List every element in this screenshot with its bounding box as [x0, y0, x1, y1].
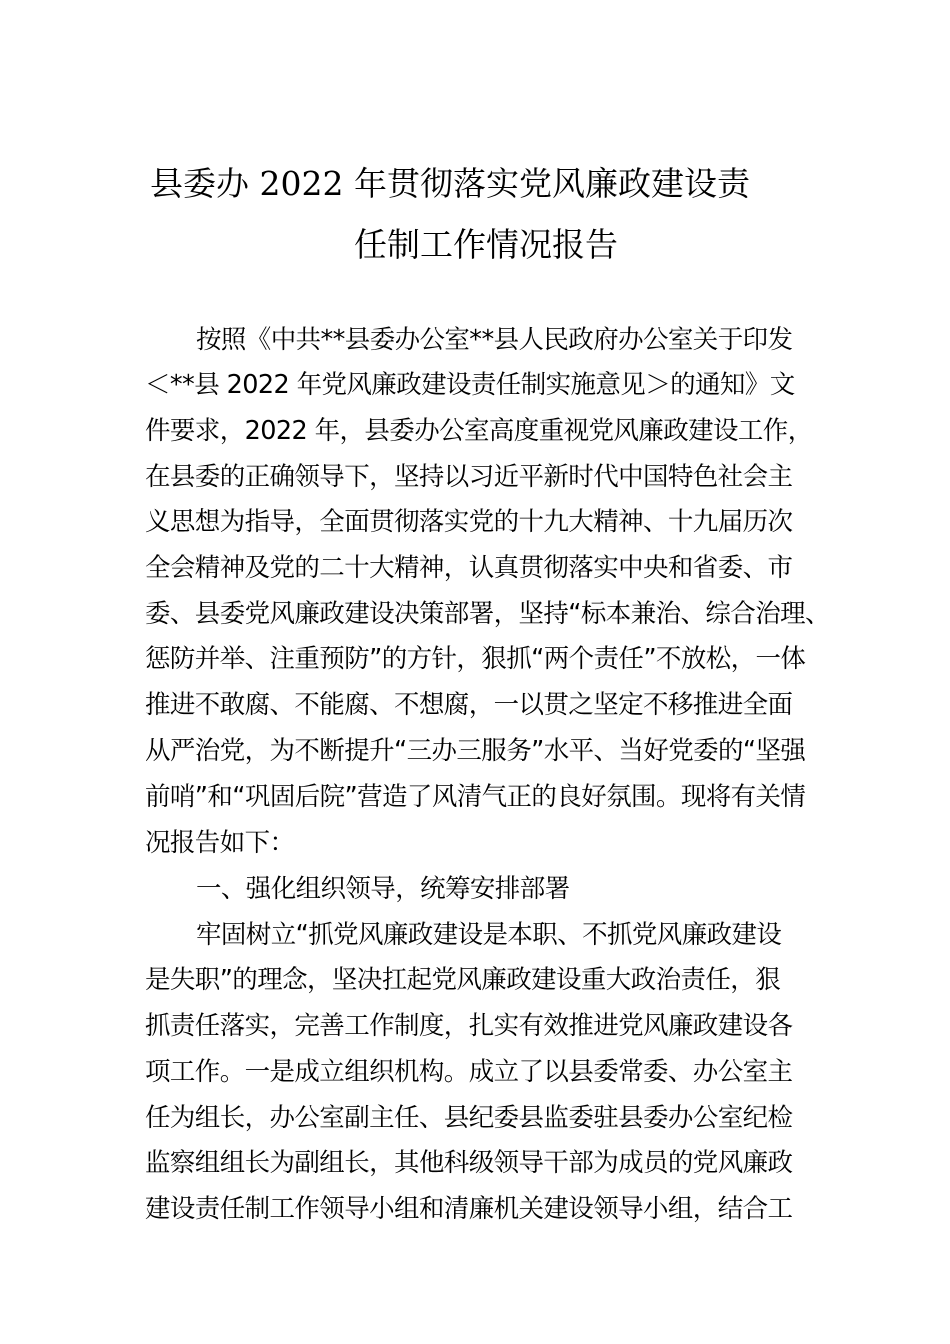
body-line: ＜**县 2022 年党风廉政建设责任制实施意见＞的通知》文: [145, 370, 795, 400]
body-line: 全会精神及党的二十大精神，认真贯彻落实中央和省委、市: [145, 553, 793, 583]
body-line: 监察组组长为副组长，其他科级领导干部为成员的党风廉政: [145, 1148, 793, 1178]
body-line: 建设责任制工作领导小组和清廉机关建设领导小组，结合工: [145, 1194, 793, 1224]
document-title-line-1: 县委办 2022 年贯彻落实党风廉政建设责: [150, 164, 750, 203]
body-line: 任为组长，办公室副主任、县纪委县监委驻县委办公室纪检: [145, 1103, 793, 1133]
body-line: 抓责任落实，完善工作制度，扎实有效推进党风廉政建设各: [145, 1011, 793, 1041]
body-line: 件要求，2022 年，县委办公室高度重视党风廉政建设工作，: [145, 416, 813, 446]
body-line: 项工作。一是成立组织机构。成立了以县委常委、办公室主: [145, 1057, 793, 1087]
body-line: 在县委的正确领导下，坚持以习近平新时代中国特色社会主: [145, 462, 793, 492]
body-line: 按照《中共**县委办公室**县人民政府办公室关于印发: [196, 325, 793, 355]
document-title-line-2: 任制工作情况报告: [354, 225, 618, 264]
body-line: 况报告如下：: [145, 828, 295, 858]
body-line: 推进不敢腐、不能腐、不想腐，一以贯之坚定不移推进全面: [145, 690, 793, 720]
body-line: 从严治党，为不断提升“三办三服务”水平、当好党委的“坚强: [145, 736, 806, 766]
body-line: 义思想为指导，全面贯彻落实党的十九大精神、十九届历次: [145, 507, 793, 537]
section-heading: 一、强化组织领导，统筹安排部署: [196, 874, 570, 904]
body-line: 是失职”的理念，坚决扛起党风廉政建设重大政治责任，狠: [145, 965, 781, 995]
body-line: 前哨”和“巩固后院”营造了风清气正的良好氛围。现将有关情: [145, 782, 806, 812]
body-line: 牢固树立“抓党风廉政建设是本职、不抓党风廉政建设: [196, 920, 782, 950]
body-line: 惩防并举、注重预防”的方针，狠抓“两个责任”不放松，一体: [145, 644, 806, 674]
body-line: 委、县委党风廉政建设决策部署，坚持“标本兼治、综合治理、: [145, 599, 830, 629]
